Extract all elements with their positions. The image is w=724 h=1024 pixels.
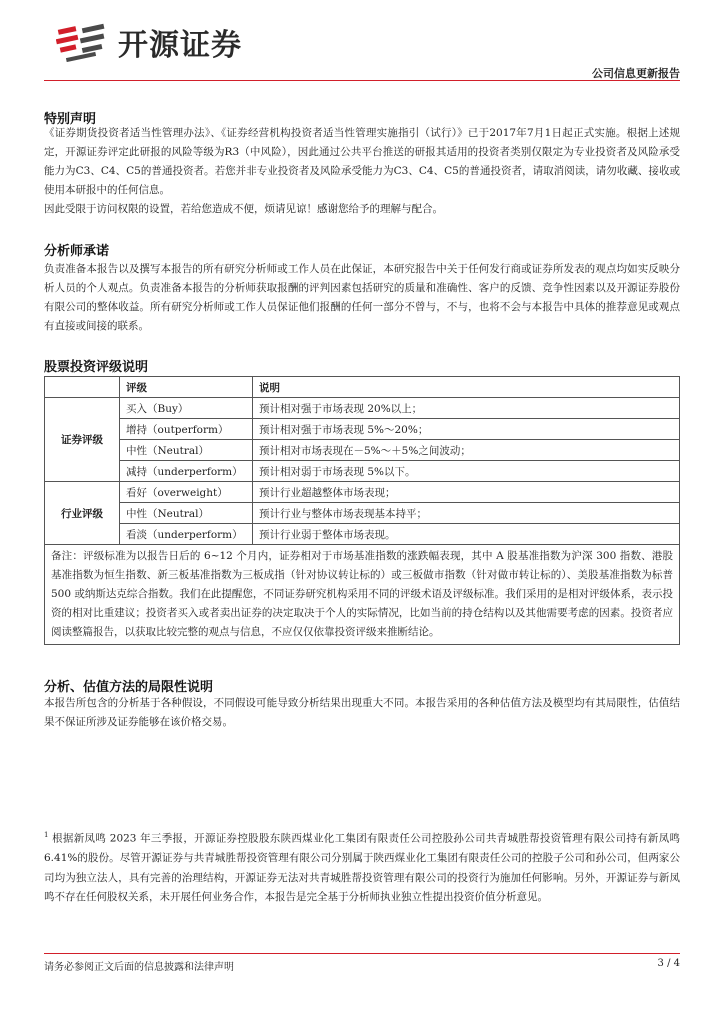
table-row bbox=[45, 461, 680, 482]
rating-level: 增持（outperform） bbox=[120, 419, 253, 440]
header-divider bbox=[44, 80, 680, 81]
kaiyuan-logo-icon bbox=[56, 22, 112, 62]
valuation-text: 本报告所包含的分析基于各种假设，不同假设可能导致分析结果出现重大不同。本报告采用的各种估值方法及模型均有其局限性，估值结果不保证所涉及证券能够在该价格交易。 bbox=[44, 697, 680, 728]
analyst-commitment-title: 分析师承诺 bbox=[44, 244, 110, 259]
group-industry: 行业评级 bbox=[45, 482, 120, 545]
rating-level: 中性（Neutral） bbox=[120, 440, 253, 461]
table-row bbox=[45, 440, 680, 461]
rating-desc: 预计相对强于市场表现 20%以上； bbox=[253, 398, 680, 419]
rating-desc: 预计相对市场表现在－5%～＋5%之间波动； bbox=[253, 440, 680, 461]
col-level-header: 评级 bbox=[120, 377, 253, 398]
special-statement-note: 因此受限于访问权限的设置，若给您造成不便，烦请见谅！感谢您给予的理解与配合。 bbox=[44, 203, 443, 215]
footer-divider bbox=[44, 953, 680, 954]
report-type: 公司信息更新报告 bbox=[592, 67, 680, 80]
table-row bbox=[45, 503, 680, 524]
rating-table bbox=[44, 376, 680, 645]
rating-desc: 预计相对强于市场表现 5%～20%； bbox=[253, 419, 680, 440]
rating-note: 备注：评级标准为以报告日后的 6~12 个月内，证券相对于市场基准指数的涨跌幅表现，其中 A 股基准指数为沪深 300 指数、港股基准指数为恒生指数、新三板基准指数为三板成指（针对协议转让标的）或三板做市指数（针对做市转让标的）、美股基准指数为标普 500 或纳斯达克综合指数。我们在此提醒您，不同证券研究机构采用不同的评级术语及评级标准。我们采用的是相对评级体系，表示投资的相对比重建议；投资者买入或者卖出证券的决定取决于个人的实际情况，比如当前的持仓结构以及其他需要考虑的因素。投资者应阅读整篇报告，以获取比较完整的观点与信息，不应仅仅依靠投资评级来推断结论。 bbox=[45, 545, 680, 645]
page-header bbox=[44, 18, 680, 82]
rating-level: 减持（underperform） bbox=[120, 461, 253, 482]
page-number: 3 / 4 bbox=[657, 958, 680, 969]
special-statement-text: 《证券期货投资者适当性管理办法》、《证券经营机构投资者适当性管理实施指引（试行）》已于2017年7月1日起正式实施。根据上述规定，开源证券评定此研报的风险等级为R3（中风险），因此通过公共平台推送的研报其适用的投资者类别仅限定为专业投资者及风险承受能力为C3、C4、C5的普通投资者。若您并非专业投资者及风险承受能力为C3、C4、C5的普通投资者，请取消阅读，请勿收藏、接收或使用本研报中的任何信息。 bbox=[44, 127, 680, 196]
table-row bbox=[45, 398, 680, 419]
rating-level: 中性（Neutral） bbox=[120, 503, 253, 524]
rating-desc: 预计相对弱于市场表现 5%以下。 bbox=[253, 461, 680, 482]
table-row bbox=[45, 419, 680, 440]
rating-level: 买入（Buy） bbox=[120, 398, 253, 419]
logo-text: 开源证券 bbox=[118, 28, 242, 63]
rating-level: 看好（overweight） bbox=[120, 482, 253, 503]
rating-title: 股票投资评级说明 bbox=[44, 360, 149, 375]
footer-disclaimer: 请务必参阅正文后面的信息披露和法律声明 bbox=[44, 962, 234, 973]
col-desc-header: 说明 bbox=[253, 377, 680, 398]
brand-logo bbox=[56, 20, 242, 64]
valuation-title: 分析、估值方法的局限性说明 bbox=[44, 680, 214, 695]
group-security: 证券评级 bbox=[45, 398, 120, 482]
rating-header-row bbox=[45, 377, 680, 398]
special-statement-title: 特别声明 bbox=[44, 112, 97, 127]
rating-level: 看淡（underperform） bbox=[120, 524, 253, 545]
table-row bbox=[45, 482, 680, 503]
analyst-commitment-text: 负责准备本报告以及撰写本报告的所有研究分析师或工作人员在此保证，本研究报告中关于任何发行商或证券所发表的观点均如实反映分析人员的个人观点。负责准备本报告的分析师获取报酬的评判因素包括研究的质量和准确性、客户的反馈、竞争性因素以及开源证券股份有限公司的整体收益。所有研究分析师或工作人员保证他们报酬的任何一部分不曾与，不与，也将不会与本报告中具体的推荐意见或观点有直接或间接的联系。 bbox=[44, 263, 680, 332]
table-row bbox=[45, 524, 680, 545]
footnote bbox=[44, 826, 680, 908]
rating-desc: 预计行业超越整体市场表现； bbox=[253, 482, 680, 503]
rating-desc: 预计行业弱于整体市场表现。 bbox=[253, 524, 680, 545]
rating-note-row bbox=[45, 545, 680, 645]
footnote-text: 根据新凤鸣 2023 年三季报，开源证券控股股东陕西煤业化工集团有限责任公司控股孙公司共青城胜帮投资管理有限公司持有新凤鸣 6.41%的股份。尽管开源证券与共青城胜帮投资管理有限公司分别属于陕西煤业化工集团有限责任公司的控股子公司和孙公司，但两家公司均为独立法人，具有完善的治理结构，开源证券无法对共青城胜帮投资管理有限公司的投资行为施加任何影响。另外，开源证券与新凤鸣不存在任何股权关系，未开展任何业务合作，本报告是完全基于分析师执业独立性提出投资价值分析意见。 bbox=[44, 832, 680, 903]
footnote-marker: 1 bbox=[44, 831, 49, 839]
rating-desc: 预计行业与整体市场表现基本持平； bbox=[253, 503, 680, 524]
